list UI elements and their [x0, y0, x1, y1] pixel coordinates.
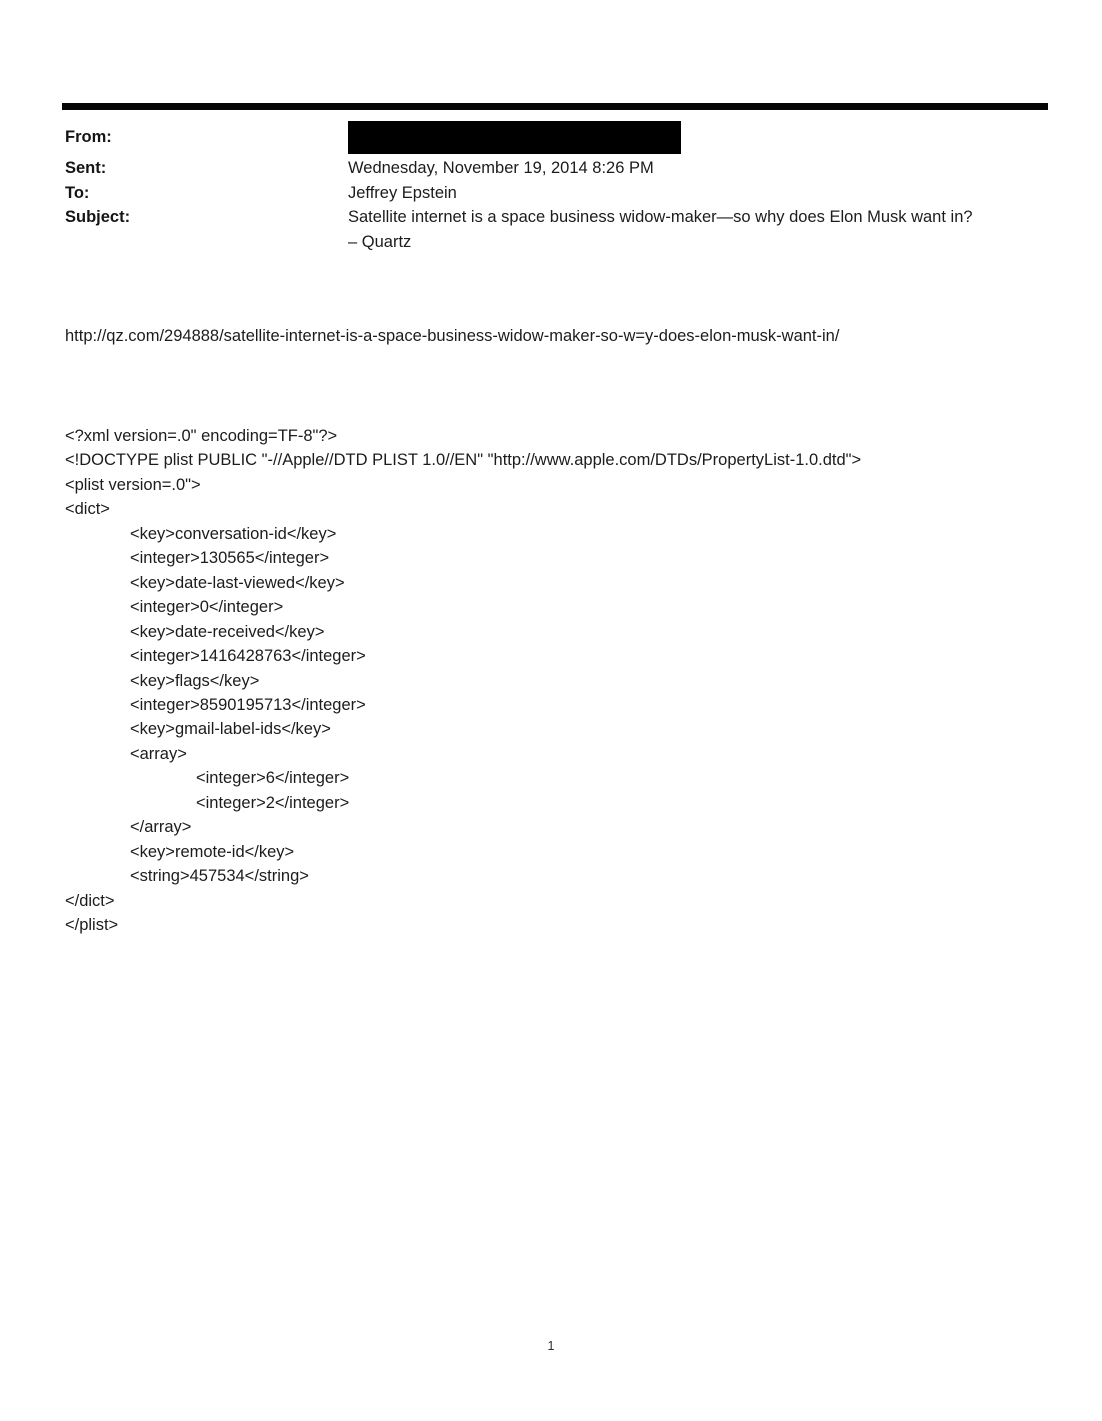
article-url-text: http://qz.com/294888/satellite-internet-is-a-space-business-widow-maker-so-w=y-does-elon-musk-want-in/: [65, 327, 840, 345]
xml-line: <dict>: [65, 500, 110, 519]
xml-line: <plist version=.0">: [65, 475, 201, 494]
email-header: [65, 118, 1050, 254]
xml-line: <!DOCTYPE plist PUBLIC "-//Apple//DTD PLIST 1.0//EN" "http://www.apple.com/DTDs/PropertyList-1.0.dtd">: [65, 451, 862, 470]
xml-line: <integer>2</integer>: [196, 793, 350, 812]
xml-line: <key>gmail-label-ids</key>: [130, 720, 331, 739]
xml-line: <integer>0</integer>: [130, 598, 284, 617]
xml-line: <key>remote-id</key>: [130, 842, 295, 861]
xml-line: <key>flags</key>: [130, 671, 260, 690]
header-row-sent: [65, 156, 1050, 181]
header-divider-rule: [62, 103, 1048, 110]
xml-line: <string>457534</string>: [130, 867, 309, 886]
xml-line: <key>date-received</key>: [130, 622, 325, 641]
header-row-from: [65, 118, 1050, 156]
subject-line-1: Satellite internet is a space business widow-maker—so why does Elon Musk want in?: [348, 208, 973, 226]
sent-value: Wednesday, November 19, 2014 8:26 PM: [348, 159, 654, 177]
header-row-subject: [65, 205, 1050, 254]
xml-line: <array>: [130, 744, 187, 763]
to-value: Jeffrey Epstein: [348, 184, 457, 202]
xml-line: <key>conversation-id</key>: [130, 524, 337, 543]
xml-line: </plist>: [65, 916, 119, 935]
to-label: To:: [65, 184, 90, 202]
xml-line: <key>date-last-viewed</key>: [130, 573, 345, 592]
xml-line: <?xml version=.0" encoding=TF-8"?>: [65, 427, 338, 445]
xml-line: </array>: [130, 818, 192, 837]
xml-block: [65, 424, 861, 938]
sent-label: Sent:: [65, 159, 107, 177]
page-number: 1: [547, 1339, 555, 1353]
subject-label: Subject:: [65, 208, 131, 226]
xml-line: </dict>: [65, 891, 115, 910]
xml-line: <integer>1416428763</integer>: [130, 647, 366, 666]
header-row-to: [65, 181, 1050, 205]
from-value: [348, 121, 1050, 154]
subject-value: [348, 205, 1050, 254]
from-label: From:: [65, 127, 112, 146]
xml-line: <integer>130565</integer>: [130, 549, 330, 568]
redaction-bar: [348, 121, 681, 154]
xml-line: <integer>6</integer>: [196, 769, 350, 788]
xml-line: <integer>8590195713</integer>: [130, 695, 366, 714]
subject-line-2: – Quartz: [348, 232, 412, 251]
